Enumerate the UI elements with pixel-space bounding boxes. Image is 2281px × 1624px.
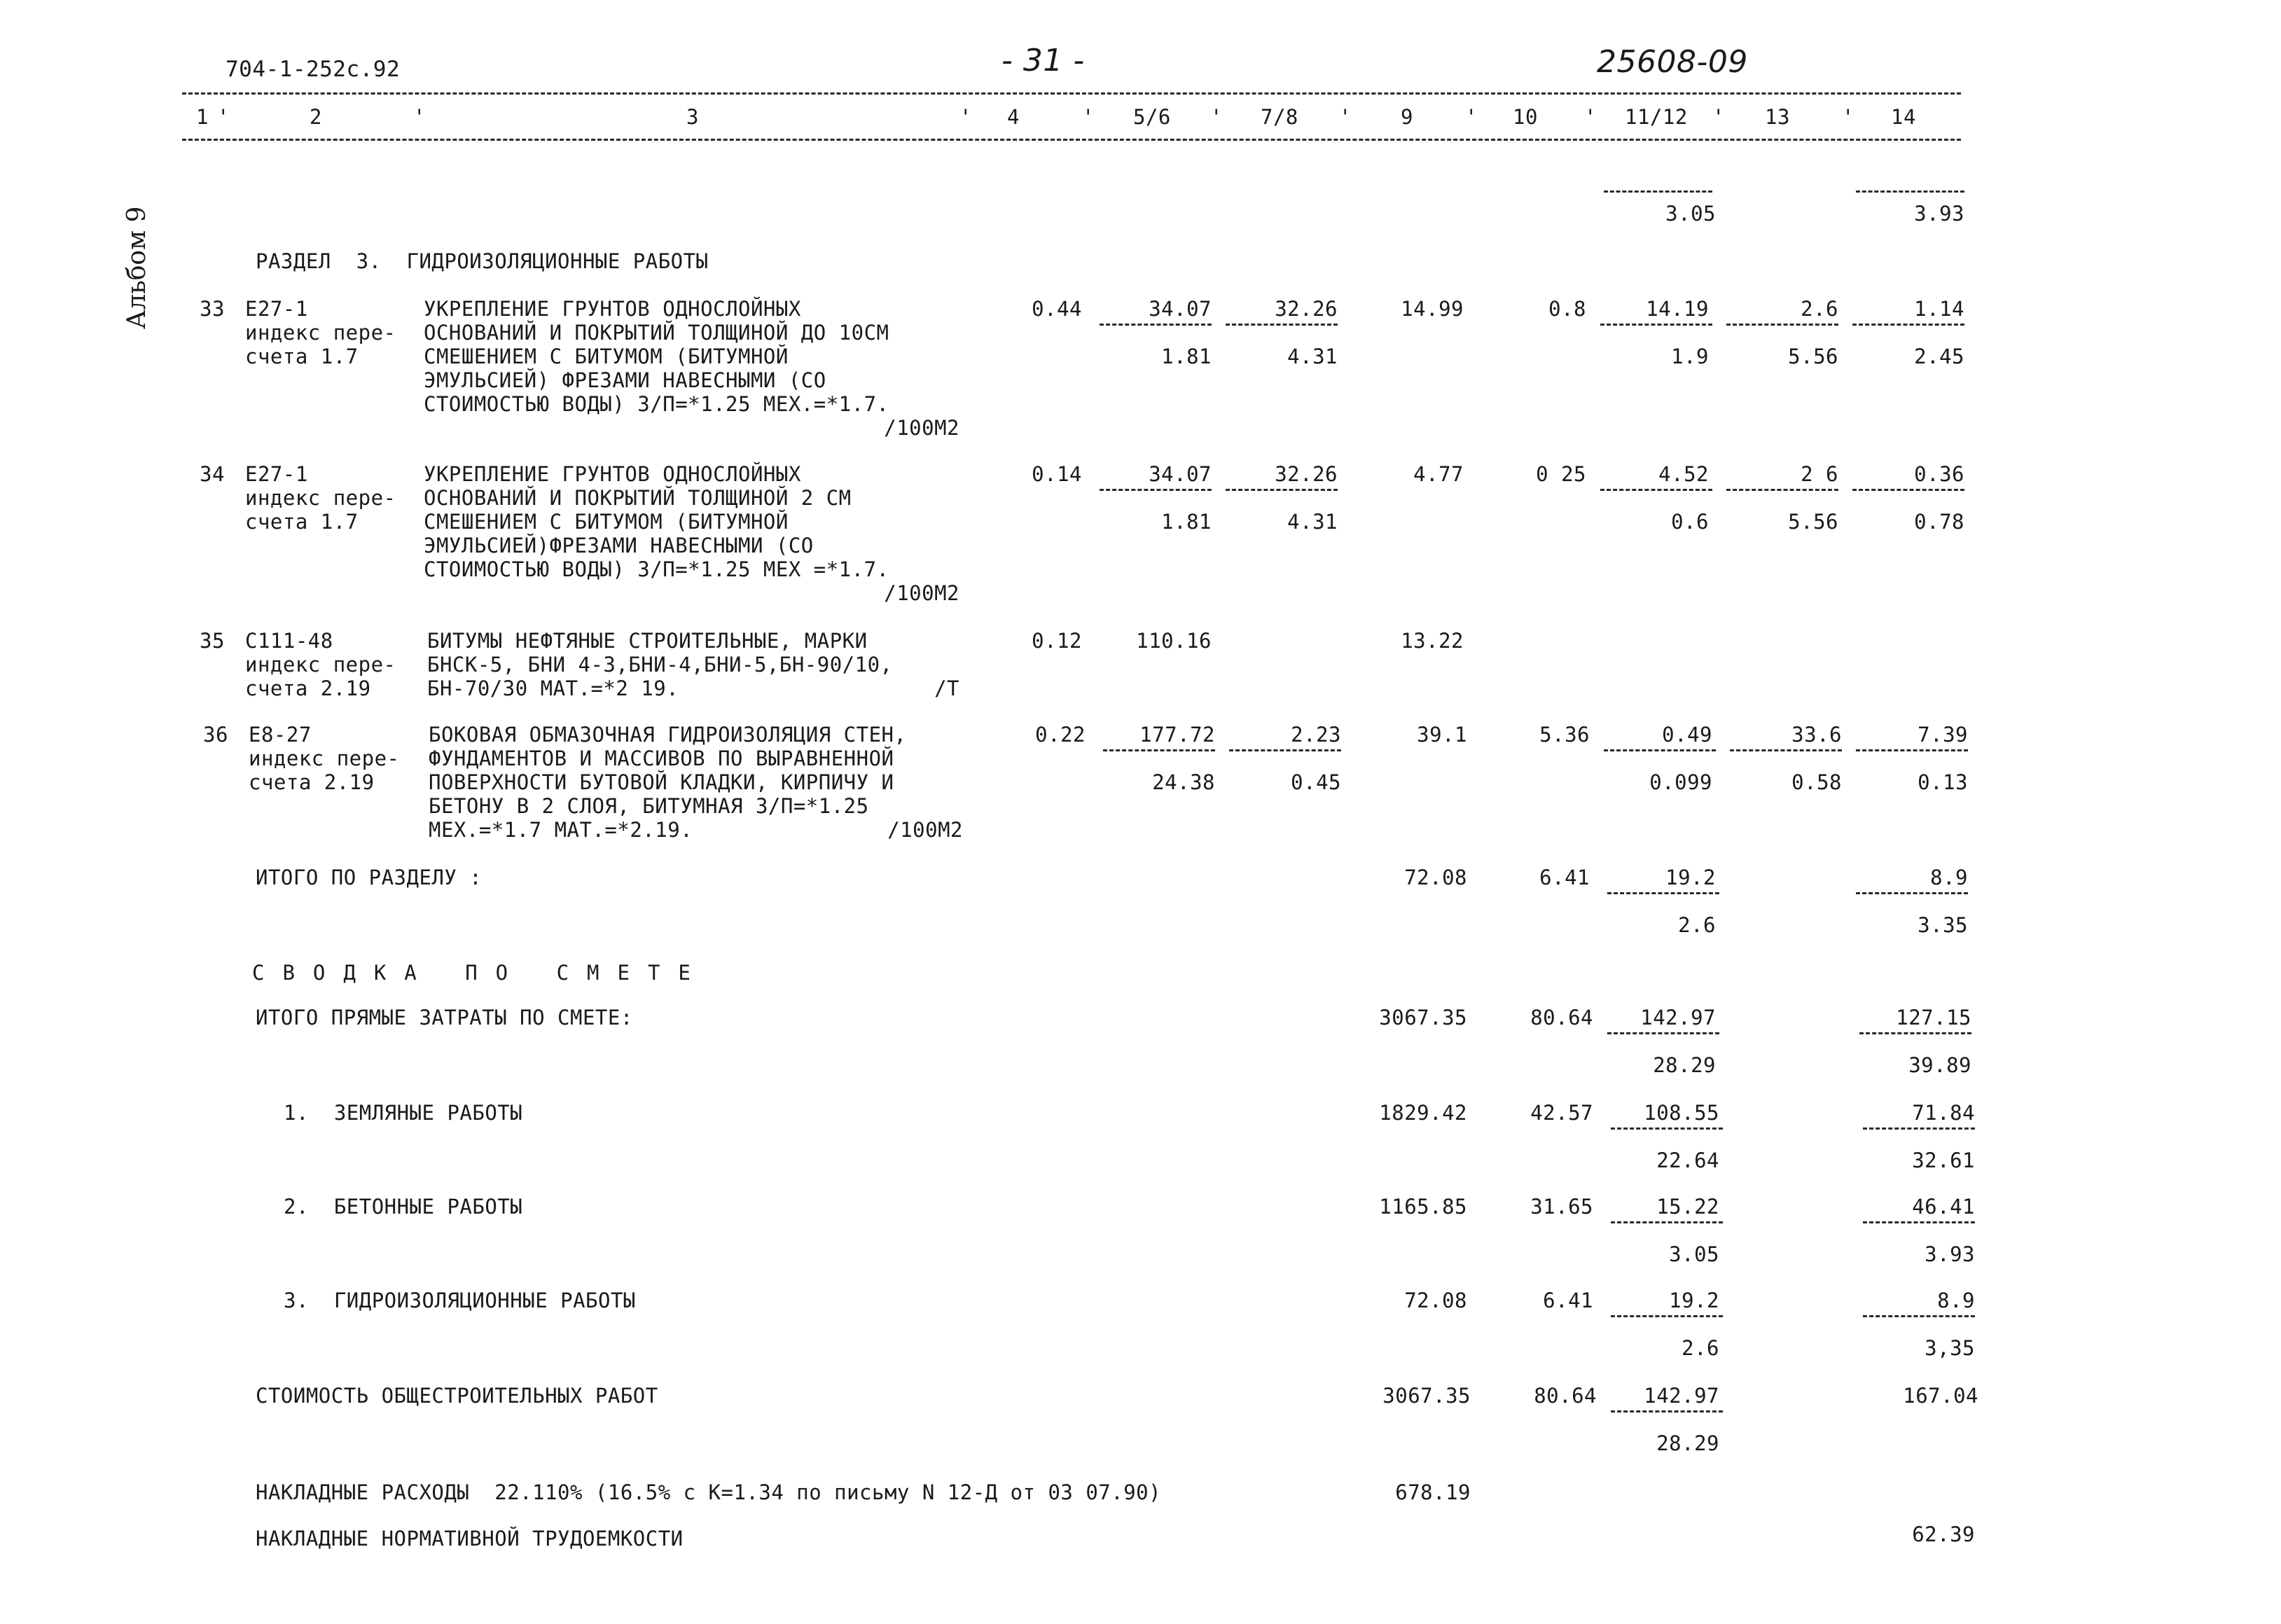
row-c5: 177.72 xyxy=(1139,723,1215,747)
row-qty: 0.14 xyxy=(1032,462,1082,486)
section-total-c12: 2.6 xyxy=(1678,913,1716,937)
row-code: Е27-1 xyxy=(245,462,308,486)
row-c11: 0.49 xyxy=(1662,723,1712,747)
page-number: - 31 - xyxy=(1001,43,1085,78)
row-desc-line: ОСНОВАНИЙ И ПОКРЫТИЙ ТОЛЩИНОЙ 2 СМ xyxy=(424,486,852,510)
summary-direct-c9: 3067.35 xyxy=(1379,1006,1467,1029)
summary-item-c10: 42.57 xyxy=(1530,1101,1593,1125)
summary-item-c11: 19.2 xyxy=(1669,1289,1719,1312)
row-c9: 4.77 xyxy=(1413,462,1464,486)
row-unit: /100М2 xyxy=(884,416,959,440)
row-desc-line: ЭМУЛЬСИЕЙ)ФРЕЗАМИ НАВЕСНЫМИ (СО xyxy=(424,534,814,557)
estimate-page: 704-1-252с.92 - 31 - 25608-09 1 2 3 4 5/6 7/8 9 10 11/12 13 14 ' ' ' ' ' ' ' ' ' ' Альбом 9 3.05 3.93 РАЗДЕЛ 3. ГИДРОИЗОЛЯЦИОННЫЕ РАБОТЫ 33 Е27-1 индекс пере- счета 1.7 УКРЕПЛЕНИЕ ГРУНТОВ ОДНОСЛОЙНЫХ ОСНОВАНИЙ И ПОКРЫТИЙ ТОЛЩИНОЙ ДО 10СМ СМЕШЕНИЕМ С БИТУМОМ (БИТУМНОЙ ЭМУЛЬСИЕЙ) ФРЕЗАМИ НАВЕСНЫМИ (СО СТОИМОСТЬЮ ВОДЫ) З/П=*1.25 МЕХ.=*1.7. /100М2 0.44 34.07 1.81 32.26 4.31 14.99 0.8 14.19 1.9 2.6 5.56 1.14 2.45 34 Е27-1 индекс пере- счета 1.7 УКРЕПЛЕНИЕ ГРУНТОВ ОДНОСЛОЙНЫХ ОСНОВАНИЙ И ПОКРЫТИЙ ТОЛЩИНОЙ 2 СМ СМЕШЕНИЕМ С БИТУМОМ (БИТУМНОЙ ЭМУЛЬСИЕЙ)ФРЕЗАМИ НАВЕСНЫМИ (СО СТОИМОСТЬЮ ВОДЫ) З/П=*1.25 МЕХ =*1.7. /100М2 0.14 34.07 1.81 32.26 4.31 4.77 0 25 4.52 0.6 2 6 5.56 0.36 0.78 35 С111-48 индекс пере- счета 2.19 БИТУМЫ НЕФТЯНЫЕ СТРОИТЕЛЬНЫЕ, МАРКИ БНСК-5, БНИ 4-3,БНИ-4,БНИ-5,БН-90/10, БН-70/30 МАТ.=*2 19. /Т 0.12 110.16 13.22 36 Е8-27 индекс пере- счета 2.19 БОКОВАЯ ОБМАЗОЧНАЯ ГИДРОИЗОЛЯЦИЯ СТЕН, ФУНДАМЕНТОВ И МАССИВОВ ПО ВЫРАВНЕННОЙ ПОВЕРХНОСТИ БУТОВОЙ КЛАДКИ, КИРПИЧУ И БЕТОНУ В 2 СЛОЯ, БИТУМНАЯ З/П=*1.25 МЕХ.=*1.7 МАТ.=*2.19. /100М2 0.22 177.72 24.38 2.23 0.45 39.1 5.36 0.49 0.099 33.6 0.58 7.39 0.13 ИТОГО ПО РАЗДЕЛУ : 72.08 6.41 19.2 2.6 8.9 3.35 СВОДКА ПО СМЕТЕ ИТОГО ПРЯМЫЕ ЗАТРАТЫ ПО СМЕТЕ: 3067.35 80.64 142.97 28.29 127.15 39.89 1. ЗЕМЛЯНЫЕ РАБОТЫ 1829.42 42.57 108.55 22.64 71.84 32.61 2. БЕТОННЫЕ РАБОТЫ 1165.85 31.65 15.22 3.05 46.41 3.93 3. ГИДРОИЗОЛЯЦИОННЫЕ РАБОТЫ 72.08 6.41 19.2 2.6 8.9 3,35 СТОИМОСТЬ ОБЩЕСТРОИТЕЛЬНЫХ РАБОТ 3067.35 80.64 142.97 28.29 167.04 НАКЛАДНЫЕ РАСХОДЫ 22.110% (16.5% с К=1.34 по письму N 12-Д от 03 07.90) 678.19 НАКЛАДНЫЕ НОРМАТИВНОЙ ТРУДОЕМКОСТИ 62.39 xyxy=(123,43,1978,1550)
summary-item-c11: 108.55 xyxy=(1644,1101,1719,1125)
carry-over-c11: 3.05 xyxy=(1665,202,1716,225)
section-total-c14: 8.9 xyxy=(1930,866,1968,889)
row-c7: 32.26 xyxy=(1275,297,1338,321)
col-header-13: 13 xyxy=(1765,105,1790,129)
summary-labor-label: НАКЛАДНЫЕ НОРМАТИВНОЙ ТРУДОЕМКОСТИ xyxy=(256,1527,684,1550)
row-desc-line: ОСНОВАНИЙ И ПОКРЫТИЙ ТОЛЩИНОЙ ДО 10СМ xyxy=(424,321,889,345)
row-desc-line: БОКОВАЯ ОБМАЗОЧНАЯ ГИДРОИЗОЛЯЦИЯ СТЕН, xyxy=(429,723,907,747)
row-c5: 34.07 xyxy=(1149,297,1212,321)
row-c9: 39.1 xyxy=(1417,723,1467,747)
row-index-value: счета 1.7 xyxy=(245,345,359,368)
row-code: Е8-27 xyxy=(249,723,312,747)
col-header-1: 1 xyxy=(196,105,209,129)
summary-item-c14-lower: 3,35 xyxy=(1925,1336,1975,1360)
summary-item-c10: 6.41 xyxy=(1543,1289,1593,1312)
col-header-9: 9 xyxy=(1401,105,1413,129)
row-c10: 0 25 xyxy=(1536,462,1586,486)
row-c11: 4.52 xyxy=(1658,462,1709,486)
row-qty: 0.44 xyxy=(1032,297,1082,321)
summary-overhead-label: НАКЛАДНЫЕ РАСХОДЫ 22.110% (16.5% с К=1.34 по письму N 12-Д от 03 07.90) xyxy=(256,1480,1162,1504)
summary-direct-label: ИТОГО ПРЯМЫЕ ЗАТРАТЫ ПО СМЕТЕ: xyxy=(256,1006,633,1029)
row-c8: 4.31 xyxy=(1287,510,1338,534)
row-c14-lower: 0.78 xyxy=(1914,510,1964,534)
row-desc-line: СМЕШЕНИЕМ С БИТУМОМ (БИТУМНОЙ xyxy=(424,510,789,534)
summary-item-label: 2. БЕТОННЫЕ РАБОТЫ xyxy=(284,1195,523,1219)
row-desc-line: СТОИМОСТЬЮ ВОДЫ) З/П=*1.25 МЕХ =*1.7. xyxy=(424,557,889,581)
summary-general-c14: 167.04 xyxy=(1903,1384,1978,1408)
section-total-c9: 72.08 xyxy=(1404,866,1467,889)
summary-general-c12: 28.29 xyxy=(1656,1431,1719,1455)
row-desc-line: УКРЕПЛЕНИЕ ГРУНТОВ ОДНОСЛОЙНЫХ xyxy=(424,462,801,486)
section-total-c11: 19.2 xyxy=(1665,866,1716,889)
summary-general-c11: 142.97 xyxy=(1644,1384,1719,1408)
summary-overhead-c9: 678.19 xyxy=(1395,1480,1471,1504)
summary-direct-c10: 80.64 xyxy=(1530,1006,1593,1029)
row-desc-line: ПОВЕРХНОСТИ БУТОВОЙ КЛАДКИ, КИРПИЧУ И xyxy=(429,770,894,794)
row-c13: 2 6 xyxy=(1801,462,1838,486)
carry-over-c14: 3.93 xyxy=(1914,202,1964,225)
row-c14: 1.14 xyxy=(1914,297,1964,321)
row-desc-line: БИТУМЫ НЕФТЯНЫЕ СТРОИТЕЛЬНЫЕ, МАРКИ xyxy=(427,629,868,653)
summary-item-c14: 8.9 xyxy=(1937,1289,1975,1312)
row-number: 36 xyxy=(203,723,228,747)
row-desc-line: МЕХ.=*1.7 МАТ.=*2.19. xyxy=(429,818,693,842)
row-c9: 14.99 xyxy=(1401,297,1464,321)
row-c13-lower: 0.58 xyxy=(1791,770,1842,794)
row-c6: 24.38 xyxy=(1152,770,1215,794)
row-code: Е27-1 xyxy=(245,297,308,321)
row-c8: 0.45 xyxy=(1291,770,1341,794)
header-top-rule xyxy=(182,92,1961,95)
row-c13: 33.6 xyxy=(1791,723,1842,747)
row-desc-line: ЭМУЛЬСИЕЙ) ФРЕЗАМИ НАВЕСНЫМИ (СО xyxy=(424,368,826,392)
summary-item-c9: 1829.42 xyxy=(1379,1101,1467,1125)
album-side-label: Альбом 9 xyxy=(123,206,151,329)
summary-item-c14-lower: 32.61 xyxy=(1912,1148,1975,1172)
row-desc-line: БЕТОНУ В 2 СЛОЯ, БИТУМНАЯ З/П=*1.25 xyxy=(429,794,869,818)
row-c10: 0.8 xyxy=(1548,297,1586,321)
summary-item-label: 3. ГИДРОИЗОЛЯЦИОННЫЕ РАБОТЫ xyxy=(284,1289,636,1312)
section-total-c14-lower: 3.35 xyxy=(1918,913,1968,937)
row-c14: 7.39 xyxy=(1918,723,1968,747)
row-desc-line: СМЕШЕНИЕМ С БИТУМОМ (БИТУМНОЙ xyxy=(424,345,789,368)
row-qty: 0.12 xyxy=(1032,629,1082,653)
row-index-label: индекс пере- xyxy=(249,747,400,770)
row-code: С111-48 xyxy=(245,629,333,653)
summary-title: СВОДКА ПО СМЕТЕ xyxy=(252,961,709,985)
row-c5: 110.16 xyxy=(1136,629,1212,653)
row-c12: 0.099 xyxy=(1649,770,1712,794)
summary-item-c9: 72.08 xyxy=(1404,1289,1467,1312)
col-header-3: 3 xyxy=(686,105,699,129)
header-bottom-rule xyxy=(182,139,1961,141)
row-c14-lower: 2.45 xyxy=(1914,345,1964,368)
row-c7: 2.23 xyxy=(1291,723,1341,747)
summary-item-label: 1. ЗЕМЛЯНЫЕ РАБОТЫ xyxy=(284,1101,523,1125)
summary-general-label: СТОИМОСТЬ ОБЩЕСТРОИТЕЛЬНЫХ РАБОТ xyxy=(256,1384,658,1408)
summary-item-c9: 1165.85 xyxy=(1379,1195,1467,1219)
row-desc-line: ФУНДАМЕНТОВ И МАССИВОВ ПО ВЫРАВНЕННОЙ xyxy=(429,747,894,770)
col-header-14: 14 xyxy=(1891,105,1916,129)
row-index-label: индекс пере- xyxy=(245,321,396,345)
row-c12: 0.6 xyxy=(1671,510,1709,534)
summary-item-c10: 31.65 xyxy=(1530,1195,1593,1219)
section-total-c10: 6.41 xyxy=(1539,866,1590,889)
summary-item-c14-lower: 3.93 xyxy=(1925,1242,1975,1266)
col-header-4: 4 xyxy=(1007,105,1020,129)
summary-item-c12: 3.05 xyxy=(1669,1242,1719,1266)
row-c8: 4.31 xyxy=(1287,345,1338,368)
row-unit: /100М2 xyxy=(887,818,963,842)
summary-item-c11: 15.22 xyxy=(1656,1195,1719,1219)
row-c7: 32.26 xyxy=(1275,462,1338,486)
doc-code: 704-1-252с.92 xyxy=(226,57,401,82)
summary-direct-c14-lower: 39.89 xyxy=(1908,1053,1971,1077)
row-c6: 1.81 xyxy=(1161,510,1212,534)
row-c12: 1.9 xyxy=(1671,345,1709,368)
summary-item-c12: 22.64 xyxy=(1656,1148,1719,1172)
row-c10: 5.36 xyxy=(1539,723,1590,747)
summary-labor-c14: 62.39 xyxy=(1912,1522,1975,1546)
project-number: 25608-09 xyxy=(1597,44,1748,80)
row-c14-lower: 0.13 xyxy=(1918,770,1968,794)
row-index-value: счета 1.7 xyxy=(245,510,359,534)
row-unit: /100М2 xyxy=(884,581,959,605)
row-c14: 0.36 xyxy=(1914,462,1964,486)
row-desc-line: УКРЕПЛЕНИЕ ГРУНТОВ ОДНОСЛОЙНЫХ xyxy=(424,297,801,321)
row-c5: 34.07 xyxy=(1149,462,1212,486)
col-header-2: 2 xyxy=(310,105,322,129)
col-header-5-6: 5/6 xyxy=(1133,105,1171,129)
row-index-label: индекс пере- xyxy=(245,486,396,510)
row-c13-lower: 5.56 xyxy=(1788,510,1838,534)
row-c9: 13.22 xyxy=(1401,629,1464,653)
row-number: 34 xyxy=(200,462,225,486)
col-header-11-12: 11/12 xyxy=(1625,105,1688,129)
summary-direct-c11: 142.97 xyxy=(1640,1006,1716,1029)
summary-item-c12: 2.6 xyxy=(1682,1336,1719,1360)
section-total-label: ИТОГО ПО РАЗДЕЛУ : xyxy=(256,866,483,889)
col-header-10: 10 xyxy=(1513,105,1538,129)
col-header-7-8: 7/8 xyxy=(1261,105,1298,129)
section-title: РАЗДЕЛ 3. ГИДРОИЗОЛЯЦИОННЫЕ РАБОТЫ xyxy=(256,249,709,273)
summary-item-c14: 71.84 xyxy=(1912,1101,1975,1125)
row-c13: 2.6 xyxy=(1801,297,1838,321)
summary-general-c10: 80.64 xyxy=(1534,1384,1597,1408)
summary-direct-c12: 28.29 xyxy=(1653,1053,1716,1077)
row-index-value: счета 2.19 xyxy=(245,676,371,700)
row-c13-lower: 5.56 xyxy=(1788,345,1838,368)
row-desc-line: СТОИМОСТЬЮ ВОДЫ) З/П=*1.25 МЕХ.=*1.7. xyxy=(424,392,889,416)
row-number: 33 xyxy=(200,297,225,321)
summary-general-c9: 3067.35 xyxy=(1382,1384,1471,1408)
summary-item-c14: 46.41 xyxy=(1912,1195,1975,1219)
row-c6: 1.81 xyxy=(1161,345,1212,368)
row-index-label: индекс пере- xyxy=(245,653,396,676)
row-number: 35 xyxy=(200,629,225,653)
row-unit: /Т xyxy=(934,676,959,700)
summary-direct-c14: 127.15 xyxy=(1896,1006,1971,1029)
row-qty: 0.22 xyxy=(1035,723,1086,747)
row-c11: 14.19 xyxy=(1646,297,1709,321)
row-desc-line: БН-70/30 МАТ.=*2 19. xyxy=(427,676,679,700)
row-index-value: счета 2.19 xyxy=(249,770,375,794)
row-desc-line: БНСК-5, БНИ 4-3,БНИ-4,БНИ-5,БН-90/10, xyxy=(427,653,893,676)
